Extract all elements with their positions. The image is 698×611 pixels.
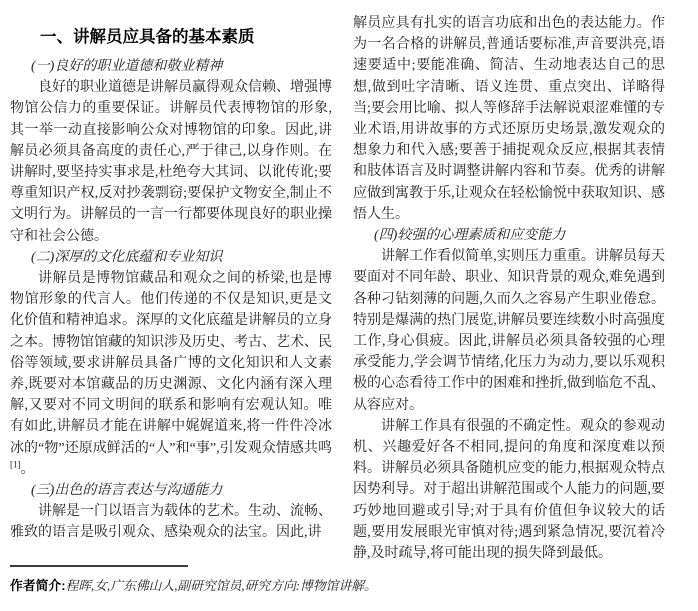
section-2-heading: (二)深厚的文化底蕴和专业知识 bbox=[31, 249, 223, 265]
section-3-paragraph-start: 讲解是一门以语言为载体的艺术。生动、流畅、雅致的语言是吸引观众、感染观众的法宝。因此,讲 bbox=[10, 504, 332, 541]
author-bio bbox=[10, 577, 670, 595]
section-4-heading: (四)较强的心理素质和应变能力 bbox=[374, 228, 566, 244]
section-1-heading: (一)良好的职业道德和敬业精神 bbox=[31, 59, 223, 74]
footnote-area bbox=[10, 565, 670, 595]
right-column bbox=[353, 13, 665, 564]
author-bio-text: 程晖,女,广东佛山人,副研究馆员,研究方向:博物馆讲解。 bbox=[65, 579, 377, 593]
section-3-paragraph-continued: 解员应具有扎实的语言功底和出色的表达能力。作为一名合格的讲解员,普通话要标准,声音要洪亮,语速要适中;要能准确、简洁、生动地表达自己的思想,做到吐字清晰、语义连贯、重点突出、详略得当;要会用比喻、拟人等修辞手法解说艰涩难懂的专业术语,用讲故事的方式还原历史场景,激发观众的想象力和代入感;要善于捕捉观众反应,根据其表情和肢体语言及时调整讲解内容和节奏。优秀的讲解应做到寓教于乐,让观众在轻松愉悦中获取知识、感悟人生。 bbox=[353, 16, 665, 222]
article-title: 一、讲解员应具备的基本素质 bbox=[40, 28, 255, 46]
section-1-paragraph: 良好的职业道德是讲解员赢得观众信赖、增强博物馆公信力的重要保证。讲解员代表博物馆的形象,其一举一动直接影响公众对博物馆的印象。因此,讲解员必须具备高度的责任心,严于律己,以身作则。在讲解时,要坚持实事求是,杜绝夸大其词、以讹传讹;要尊重知识产权,反对抄袭剽窃;要保护文物安全,制止不文明行为。讲解员的一言一行都要体现良好的职业操守和社会公德。 bbox=[10, 80, 332, 244]
footnote-divider bbox=[10, 565, 188, 567]
section-3-heading: (三)出色的语言表达与沟通能力 bbox=[31, 483, 223, 499]
author-bio-label: 作者简介: bbox=[10, 578, 66, 593]
section-2-paragraph-tail: 。 bbox=[20, 461, 35, 477]
footnote-ref-1: [1] bbox=[10, 459, 21, 470]
section-2-paragraph bbox=[10, 268, 332, 480]
left-column bbox=[10, 13, 332, 564]
section-2-paragraph-text: 讲解员是博物馆藏品和观众之间的桥梁,也是博物馆形象的代言人。他们传递的不仅是知识,更是文化价值和精神追求。深厚的文化底蕴是讲解员的立身之本。博物馆馆藏的知识涉及历史、考古、艺术、民俗等领域,要求讲解员具备广博的文化知识和人文素养,既要对本馆藏品的历史渊源、文化内涵有深入理解,又要对不同文明间的联系和影响有宏观认知。唯有如此,讲解员才能在讲解中娓娓道来,将一件件冷冰冰的“物”还原成鲜活的“人”和“事”,引发观众情感共鸣 bbox=[10, 271, 332, 456]
section-4-paragraph-2: 讲解工作具有很强的不确定性。观众的参观动机、兴趣爱好各不相同,提问的角度和深度难以预料。讲解员必须具备随机应变的能力,根据观众特点因势利导。对于超出讲解范围或个人能力的问题,要巧妙地回避或引导;对于具有价值但争议较大的话题,要用发展眼光审慎对待;遇到紧急情况,要沉着冷静,及时疏导,将可能出现的损失降到最低。 bbox=[353, 418, 665, 562]
section-4-paragraph-1: 讲解工作看似简单,实则压力重重。讲解员每天要面对不同年龄、职业、知识背景的观众,难免遇到各种刁钻刻薄的问题,久而久之容易产生职业倦怠。特别是爆满的热门展览,讲解员要连续数小时高强度工作,身心俱疲。因此,讲解员必须具备较强的心理承受能力,学会调节情绪,化压力为动力,要以乐观积极的心态看待工作中的困难和挫折,做到临危不乱、从容应对。 bbox=[353, 249, 665, 413]
